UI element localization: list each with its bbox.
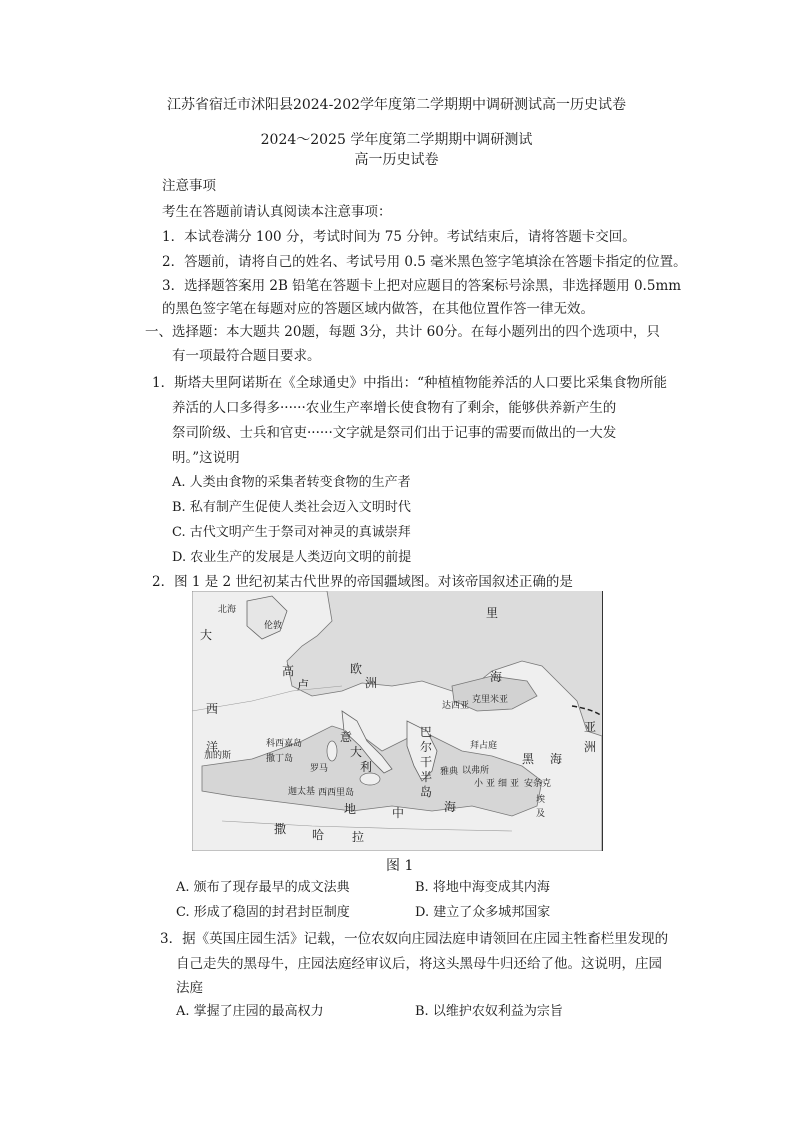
question-3-stem: 自己走失的黑母牛，庄园法庭经审议后，将这头黑母牛归还给了他。这说明，庄园 (176, 956, 662, 972)
map-label: 亚 (486, 779, 496, 789)
notice-intro: 考生在答题前请认真阅读本注意事项： (162, 204, 392, 220)
section-heading: 一、选择题：本大题共 20题，每题 3分，共计 60分。在每小题列出的四个选项中，只 (145, 324, 660, 340)
map-label: 迦太基 (288, 787, 316, 797)
map-label: 达西亚 (442, 701, 470, 711)
map-label: 洋 (206, 740, 219, 754)
question-1-option-a: A. 人类由食物的采集者转变食物的生产者 (172, 475, 411, 490)
map-label: 洲 (584, 740, 597, 754)
question-2-stem: 2．图 1 是 2 世纪初某古代世界的帝国疆域图。对该帝国叙述正确的是 (152, 574, 573, 590)
map-label: 小 (474, 779, 484, 789)
question-1-stem: 祭司阶级、士兵和官吏······文字就是祭司们出于记事的需要而做出的一大发 (172, 425, 617, 441)
file-title: 江苏省宿迁市沭阳县2024-202学年度第二学期期中调研测试高一历史试卷 (166, 97, 627, 113)
map-label: 西 (206, 702, 219, 716)
map-label: 地 (344, 802, 357, 816)
map-label: 高 (282, 664, 295, 678)
notice-heading: 注意事项 (162, 178, 216, 194)
notice-item: 的黑色签字笔在每题对应的答题区域内做答，在其他位置作答一律无效。 (162, 301, 594, 317)
empire-map-figure (192, 591, 603, 851)
map-label: 伦敦 (264, 621, 283, 631)
question-2-option-a: A. 颁布了现存最早的成文法典 (176, 880, 350, 895)
map-label: 撒 (274, 822, 287, 836)
map-label: 中 (392, 806, 405, 820)
map-label: 拉 (352, 830, 365, 844)
map-label: 及 (536, 809, 546, 819)
question-2-option-b: B. 将地中海变成其内海 (415, 880, 550, 895)
map-label: 海 (550, 752, 563, 766)
question-2-option-c: C. 形成了稳固的封君封臣制度 (176, 905, 350, 920)
question-1-stem: 明。”这说明 (172, 450, 240, 466)
exam-title: 2024～2025 学年度第二学期期中调研测试 (260, 132, 533, 148)
question-1-option-c: C. 古代文明产生于祭司对神灵的真诚崇拜 (172, 525, 411, 540)
map-label: 西西里岛 (318, 788, 355, 798)
notice-item: 2．答题前，请将自己的姓名、考试号用 0.5 毫米黑色签字笔填涂在答题卡指定的位置。 (162, 254, 687, 270)
map-label: 欧 (350, 662, 363, 676)
map-label: 哈 (312, 828, 325, 842)
map-label: 洲 (365, 676, 378, 690)
question-3-stem: 3．据《英国庄园生活》记载，一位农奴向庄园法庭申请领回在庄园主牲畜栏里发现的 (160, 931, 669, 947)
map-label: 大 (200, 628, 213, 642)
map-label: 尔 (420, 740, 433, 754)
map-label: 罗马 (310, 764, 329, 774)
question-2-option-d: D. 建立了众多城邦国家 (415, 905, 551, 920)
map-label: 北海 (218, 605, 237, 615)
question-1-option-b: B. 私有制产生促使人类社会迈入文明时代 (172, 500, 411, 515)
map-label: 拜占庭 (470, 741, 498, 751)
notice-item: 3．选择题答案用 2B 铅笔在答题卡上把对应题目的答案标号涂黑，非选择题用 0.5mm (162, 278, 682, 294)
map-label: 半 (420, 770, 433, 784)
map-label: 黑 (522, 752, 535, 766)
map-label: 以弗所 (462, 766, 490, 776)
map-label: 撒丁岛 (266, 754, 294, 764)
map-label: 利 (360, 760, 373, 774)
map-label: 意 (340, 730, 353, 744)
notice-item: 1．本试卷满分 100 分，考试时间为 75 分钟。考试结束后，请将答题卡交回。 (162, 229, 636, 245)
map-label: 亚 (584, 720, 597, 734)
question-1-option-d: D. 农业生产的发展是人类迈向文明的前提 (172, 550, 412, 565)
question-3-stem: 法庭 (176, 980, 203, 996)
map-label: 岛 (420, 785, 433, 799)
map-label: 细 (498, 779, 508, 789)
map-label: 安条克 (524, 779, 552, 789)
question-3-option-b: B. 以维护农奴利益为宗旨 (415, 1004, 563, 1019)
subject-title: 高一历史试卷 (354, 152, 439, 168)
map-label: 里 (486, 606, 499, 620)
question-3-option-a: A. 掌握了庄园的最高权力 (176, 1004, 324, 1019)
map-label: 大 (350, 745, 363, 759)
map-label: 科西嘉岛 (266, 739, 303, 749)
map-label: 克里米亚 (472, 695, 509, 705)
section-heading-cont: 有一项最符合题目要求。 (172, 348, 321, 364)
map-label: 雅典 (440, 767, 459, 777)
map-label: 巴 (420, 725, 433, 739)
question-1-stem: 养活的人口多得多······农业生产率增长使食物有了剩余，能够供养新产生的 (172, 400, 617, 416)
map-label: 海 (444, 800, 457, 814)
question-1-stem: 1．斯塔夫里阿诺斯在《全球通史》中指出：“种植植物能养活的人口要比采集食物所能 (152, 375, 667, 391)
map-label: 干 (420, 755, 433, 769)
figure-caption: 图 1 (386, 858, 414, 874)
map-label: 亚 (510, 779, 520, 789)
map-label: 埃 (536, 795, 546, 805)
map-label: 海 (490, 670, 503, 684)
map-label: 卢 (297, 678, 310, 692)
map-label: 加的斯 (204, 751, 232, 761)
